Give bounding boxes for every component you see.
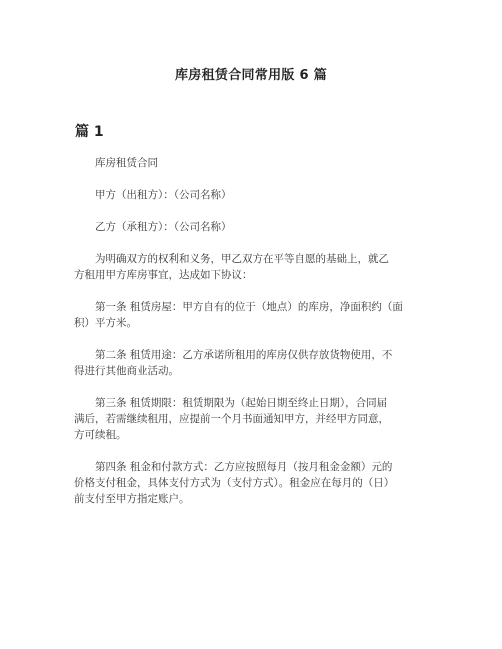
paragraph-line: 前支付至甲方指定账户。 xyxy=(74,493,190,505)
paragraph-preamble xyxy=(74,251,434,283)
paragraph-line: 第二条 租赁用途：乙方承诺所租用的库房仅供存放货物使用，不 xyxy=(95,349,393,361)
paragraph-article-1 xyxy=(74,299,434,331)
paragraph-line: 第一条 租赁房屋：甲方自有的位于（地点）的库房，净面积约（面 xyxy=(95,301,403,313)
paragraph-line: 第四条 租金和付款方式：乙方应按照每月（按月租金金额）元的 xyxy=(95,461,393,473)
paragraph-line: 第三条 租赁期限：租赁期限为（起始日期至终止日期），合同届 xyxy=(95,397,388,409)
paragraph-article-3 xyxy=(74,395,434,443)
paragraph-line: 满后，若需继续租用，应提前一个月书面通知甲方，并经甲方同意， xyxy=(74,413,389,425)
paragraph-party-b xyxy=(74,219,434,235)
paragraph-line: 方租用甲方库房事宜，达成如下协议： xyxy=(74,269,253,281)
paragraph-party-a xyxy=(74,187,434,203)
paragraph-article-2 xyxy=(74,347,434,379)
paragraph-line: 积）平方米。 xyxy=(74,317,137,329)
document-title: 库房租赁合同常用版 6 篇 xyxy=(175,68,327,83)
paragraph-line: 价格支付租金，具体支付方式为（支付方式）。租金应在每月的（日） xyxy=(74,477,395,489)
paragraph-line: 库房租赁合同 xyxy=(95,157,158,169)
paragraph-line: 方可续租。 xyxy=(74,429,127,441)
paragraph-line: 得进行其他商业活动。 xyxy=(74,365,179,377)
paragraph-line: 甲方（出租方）：（公司名称） xyxy=(95,189,232,201)
section-heading: 篇 1 xyxy=(75,124,104,140)
paragraph-line: 为明确双方的权利和义务，甲乙双方在平等自愿的基础上，就乙 xyxy=(95,253,389,265)
paragraph-article-4 xyxy=(74,459,434,507)
paragraph-contract-name xyxy=(74,155,434,171)
document-body xyxy=(74,155,434,523)
paragraph-line: 乙方（承租方）：（公司名称） xyxy=(95,221,232,233)
